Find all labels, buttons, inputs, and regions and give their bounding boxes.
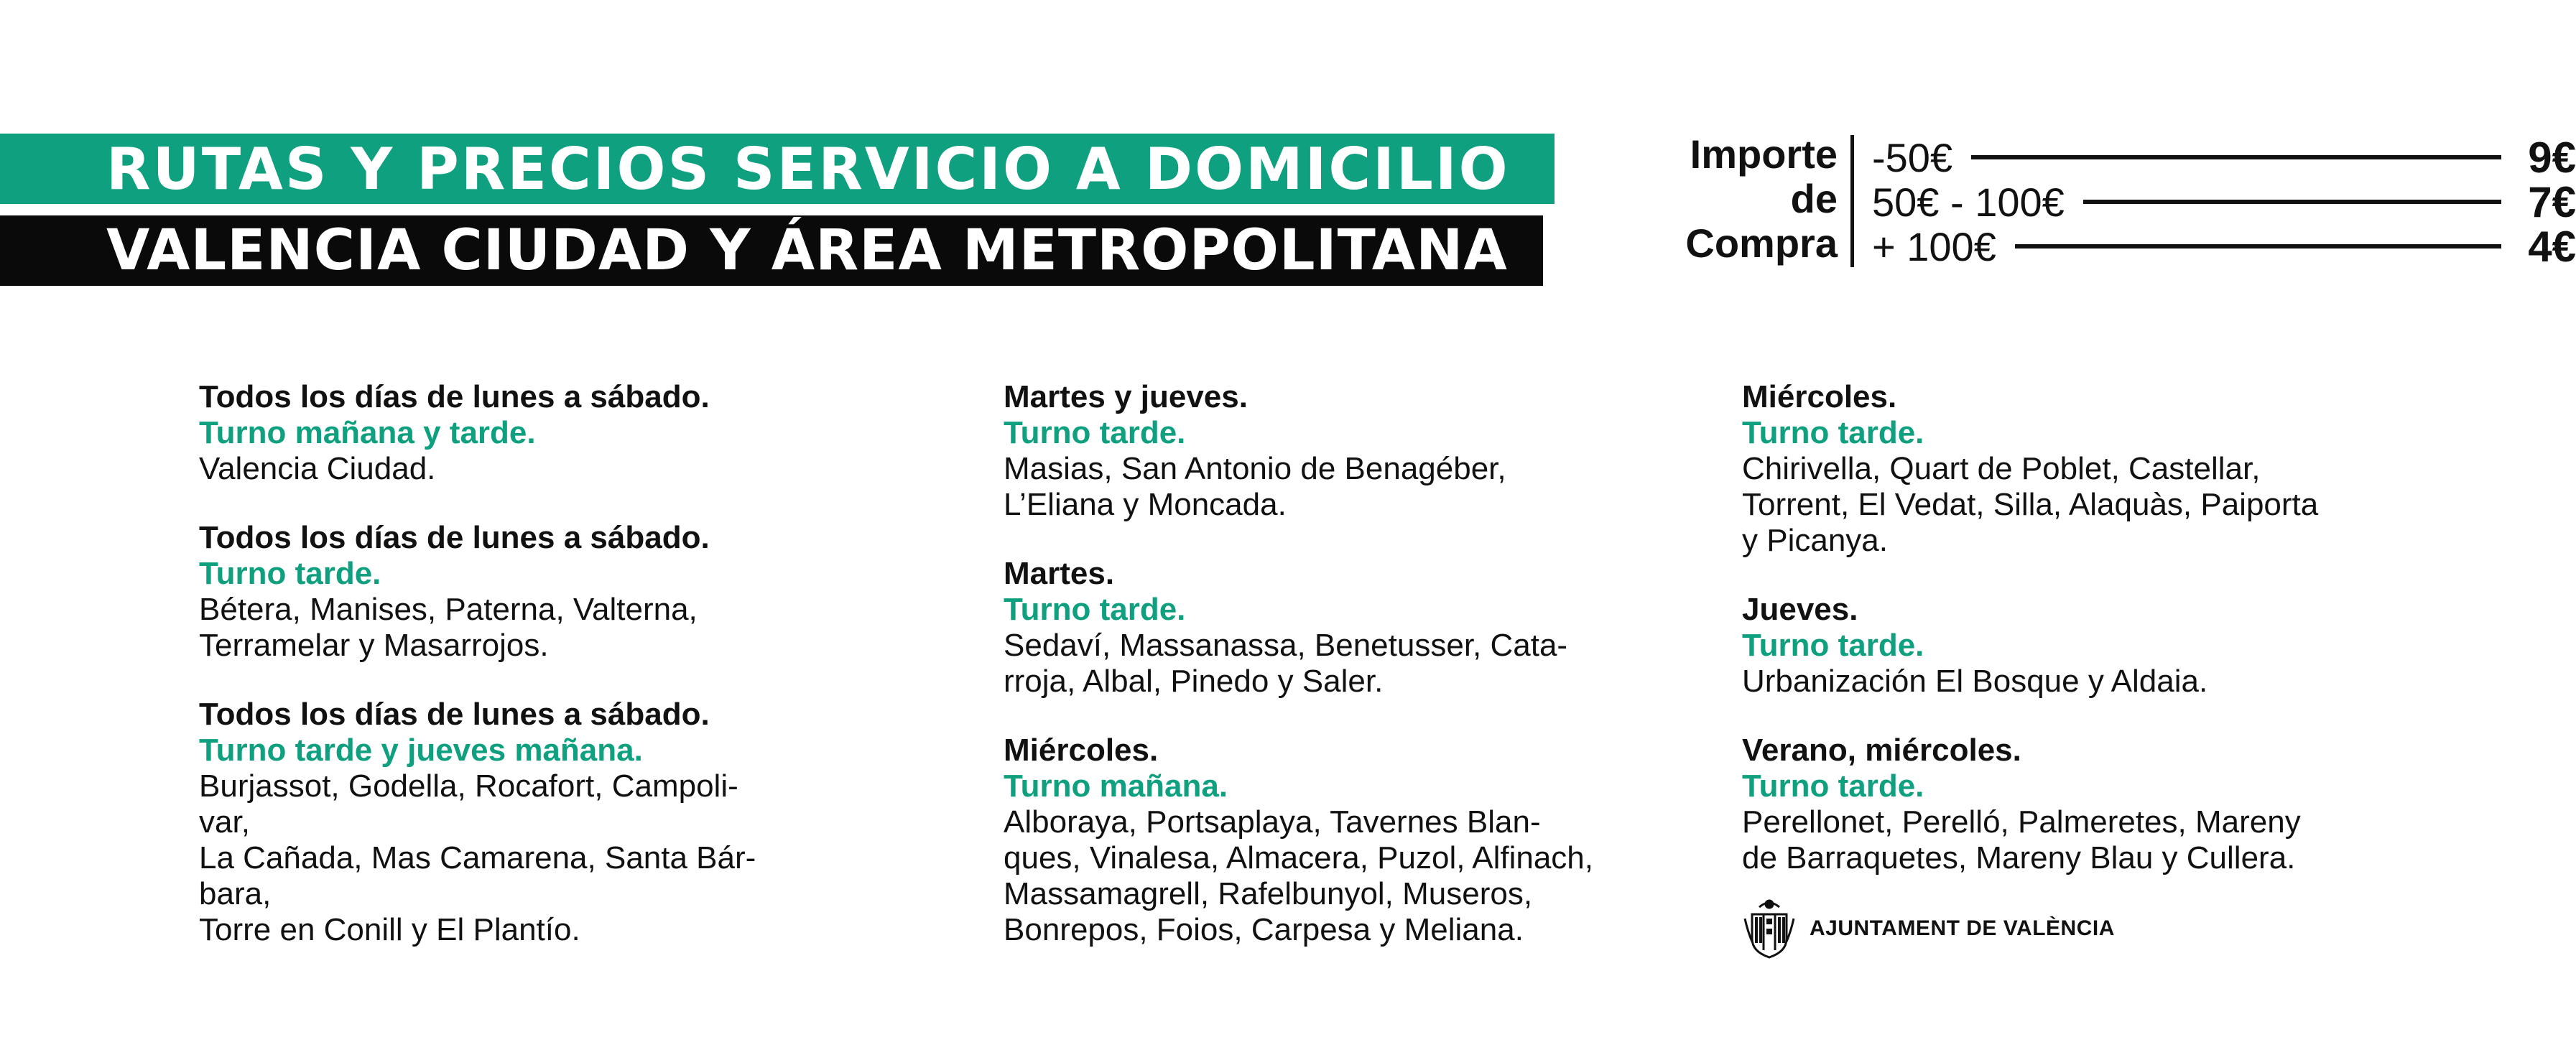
- route-places-line: Torre en Conill y El Plantío.: [199, 912, 580, 947]
- route-days: Miércoles.: [1742, 379, 1897, 414]
- route-places-line: Bétera, Manises, Paterna, Valterna,: [199, 592, 698, 627]
- route-column-1: [199, 379, 845, 981]
- route-shift: Turno mañana y tarde.: [199, 415, 536, 450]
- price-range: + 100€: [1872, 223, 1996, 269]
- route-places-line: Alboraya, Portsaplaya, Tavernes Blan-: [1004, 804, 1541, 840]
- price-table: [1652, 131, 2576, 271]
- title-line-2: VALENCIA CIUDAD Y ÁREA METROPOLITANA: [106, 218, 1508, 283]
- route-places-line: L’Eliana y Moncada.: [1004, 487, 1287, 522]
- route-days: Todos los días de lunes a sábado.: [199, 520, 710, 555]
- route-places-line: Sedaví, Massanassa, Benetusser, Cata-: [1004, 628, 1568, 663]
- price-range: 50€ - 100€: [1872, 179, 2065, 225]
- price-label: [1652, 132, 1838, 266]
- route-block: [199, 697, 845, 948]
- route-days: Miércoles.: [1004, 733, 1159, 768]
- title-banner-green: [0, 134, 1555, 204]
- route-places-line: Valencia Ciudad.: [199, 451, 436, 486]
- route-places-line: Perellonet, Perelló, Palmeretes, Mareny: [1742, 804, 2301, 840]
- route-places-line: Terramelar y Masarrojos.: [199, 628, 549, 663]
- route-days: Martes.: [1004, 556, 1115, 591]
- price-label-line: Compra: [1685, 220, 1838, 266]
- price-row: [1872, 224, 2576, 269]
- city-crest-icon: [1742, 897, 1797, 960]
- price-label-line: Importe: [1690, 131, 1838, 177]
- route-places-line: Masias, San Antonio de Benagéber,: [1004, 451, 1506, 486]
- route-shift: Turno tarde.: [1742, 628, 1924, 663]
- price-range: -50€: [1872, 134, 1953, 180]
- route-places-line: var,: [199, 804, 250, 840]
- route-days: Todos los días de lunes a sábado.: [199, 697, 710, 732]
- price-divider: [1850, 135, 1854, 267]
- route-block: [1742, 379, 2389, 559]
- title-banner-black: [0, 215, 1543, 286]
- route-block: [1004, 556, 1672, 700]
- route-places-line: y Picanya.: [1742, 523, 1888, 558]
- title-line-1: RUTAS Y PRECIOS SERVICIO A DOMICILIO: [106, 135, 1510, 203]
- route-block: [1742, 592, 2389, 700]
- route-shift: Turno tarde.: [1004, 592, 1186, 627]
- ajuntament-logo: [1742, 896, 2115, 961]
- price-row: [1872, 135, 2576, 180]
- route-places-line: de Barraquetes, Mareny Blau y Cullera.: [1742, 840, 2296, 875]
- route-days: Jueves.: [1742, 592, 1858, 627]
- route-days: Martes y jueves.: [1004, 379, 1248, 414]
- route-days: Verano, miércoles.: [1742, 733, 2021, 768]
- route-shift: Turno tarde.: [199, 556, 381, 591]
- price-label-line: de: [1790, 176, 1838, 221]
- price-leader-line: [2015, 244, 2501, 248]
- route-places-line: Burjassot, Godella, Rocafort, Campoli-: [199, 768, 738, 804]
- route-block: [199, 520, 845, 664]
- route-places-line: bara,: [199, 876, 272, 911]
- route-days: Todos los días de lunes a sábado.: [199, 379, 710, 414]
- route-places-line: La Cañada, Mas Camarena, Santa Bár-: [199, 840, 756, 875]
- route-shift: Turno tarde y jueves mañana.: [199, 733, 643, 768]
- route-column-3: [1742, 379, 2389, 909]
- route-places-line: Bonrepos, Foios, Carpesa y Meliana.: [1004, 912, 1524, 947]
- route-places-line: Urbanización El Bosque y Aldaia.: [1742, 664, 2208, 699]
- ajuntament-name: AJUNTAMENT DE VALÈNCIA: [1810, 916, 2115, 940]
- price-leader-line: [2083, 200, 2501, 204]
- route-shift: Turno mañana.: [1004, 768, 1228, 804]
- price-leader-line: [1971, 155, 2501, 159]
- route-block: [1004, 379, 1672, 523]
- route-column-2: [1004, 379, 1672, 981]
- route-places-line: rroja, Albal, Pinedo y Saler.: [1004, 664, 1384, 699]
- price-value: 4€: [2528, 222, 2576, 271]
- price-row: [1872, 177, 2576, 226]
- route-places-line: Massamagrell, Rafelbunyol, Museros,: [1004, 876, 1533, 911]
- route-shift: Turno tarde.: [1742, 415, 1924, 450]
- route-block: [199, 379, 845, 487]
- route-block: [1004, 733, 1672, 948]
- route-places-line: ques, Vinalesa, Almacera, Puzol, Alfinach,: [1004, 840, 1594, 875]
- route-shift: Turno tarde.: [1742, 768, 1924, 804]
- price-value: 7€: [2528, 177, 2576, 226]
- route-places-line: Chirivella, Quart de Poblet, Castellar,: [1742, 451, 2261, 486]
- route-places-line: Torrent, El Vedat, Silla, Alaquàs, Paiporta: [1742, 487, 2319, 522]
- route-block: [1742, 733, 2389, 876]
- price-value: 9€: [2528, 133, 2576, 182]
- route-shift: Turno tarde.: [1004, 415, 1186, 450]
